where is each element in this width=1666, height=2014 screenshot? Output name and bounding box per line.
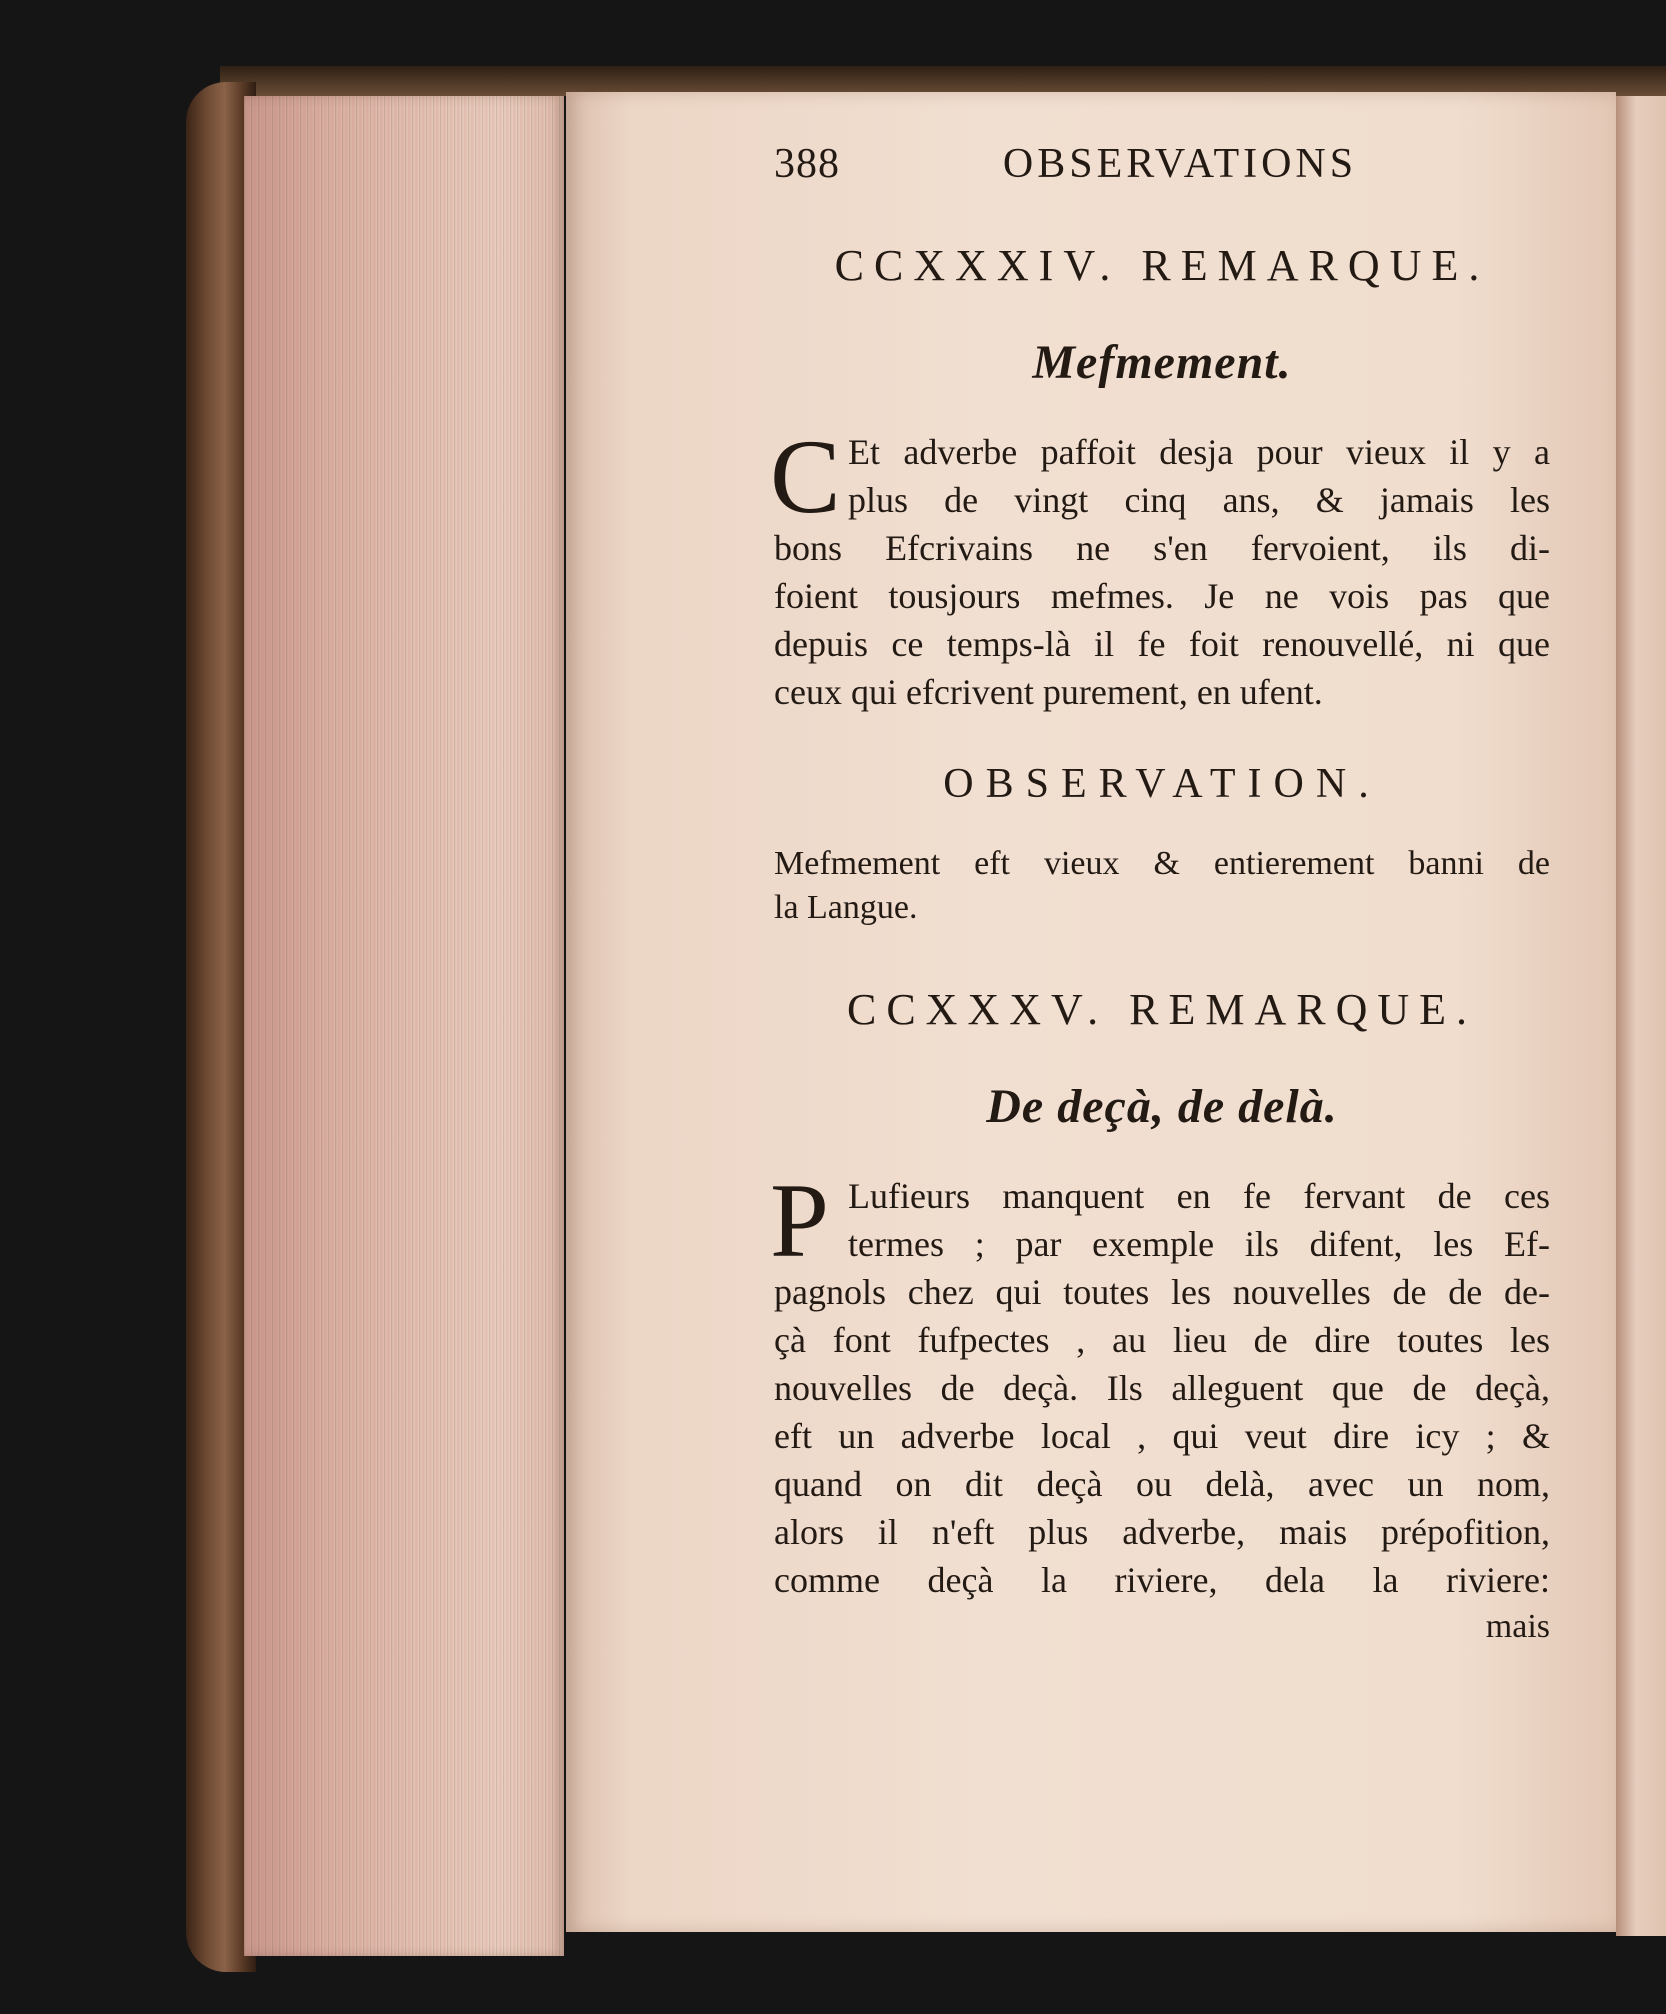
dropcap-p: P: [770, 1162, 829, 1279]
text-line: depuis ce temps-là il fe foit renouvellé, ni que: [774, 624, 1550, 664]
text-line: termes ; par exemple ils difent, les Ef-: [848, 1224, 1550, 1264]
remarque-235-subject: De deçà, de delà.: [986, 1080, 1338, 1133]
facing-page: [1616, 96, 1666, 1936]
text-line: Lufieurs manquent en fe fervant de ces: [848, 1176, 1550, 1216]
text-line: bons Efcrivains ne s'en fervoient, ils di-: [774, 528, 1550, 568]
text-line: comme deçà la riviere, dela la riviere:: [774, 1560, 1550, 1600]
text-line: Et adverbe paffoit desja pour vieux il y a: [848, 432, 1550, 472]
page-edges: [244, 96, 564, 1956]
observation-body: [774, 842, 1550, 930]
remarque-235-heading: CCXXXV. REMARQUE.: [846, 985, 1478, 1034]
text-line: nouvelles de deçà. Ils alleguent que de deçà,: [774, 1368, 1550, 1408]
text-line: ceux qui efcrivent purement, en ufent.: [774, 672, 1323, 712]
page-number: 388: [774, 141, 840, 187]
observation-heading: OBSERVATION.: [943, 761, 1381, 807]
catchword: mais: [1485, 1608, 1550, 1645]
text-line: pagnols chez qui toutes les nouvelles de de de-: [774, 1272, 1550, 1312]
text-line: eft un adverbe local , qui veut dire icy ; &: [774, 1416, 1550, 1456]
text-line: Mefmement eft vieux & entierement banni de: [774, 845, 1550, 882]
remarque-234-subject: Mefmement.: [1032, 336, 1292, 389]
remarque-234-heading: CCXXXIV. REMARQUE.: [834, 241, 1490, 290]
remarque-234-body: [770, 418, 1550, 716]
running-head: [774, 140, 1550, 200]
text-line: alors il n'eft plus adverbe, mais prépofition,: [774, 1512, 1550, 1552]
text-line: plus de vingt cinq ans, & jamais les: [848, 480, 1550, 520]
text-line: foient tousjours mefmes. Je ne vois pas que: [774, 576, 1550, 616]
text-line: quand on dit deçà ou delà, avec un nom,: [774, 1464, 1550, 1504]
text-line: la Langue.: [774, 889, 918, 926]
dropcap-c: C: [770, 418, 841, 535]
remarque-235-body: [770, 1162, 1550, 1604]
running-title: OBSERVATIONS: [1002, 141, 1358, 187]
page-text: [770, 140, 1550, 1646]
text-line: çà font fufpectes , au lieu de dire toutes les: [774, 1320, 1550, 1360]
